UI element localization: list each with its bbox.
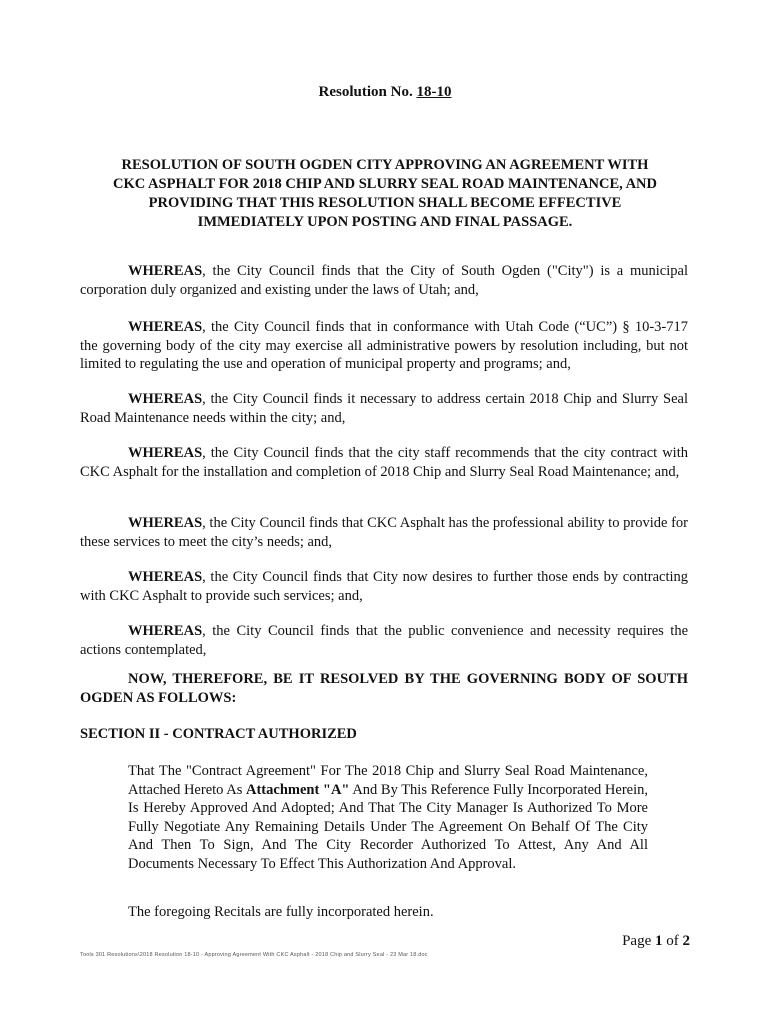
recital-text: , the City Council finds that the City of South Ogden ("City") is a municipal corporation duly organized and existing under the laws of Utah; and,	[80, 263, 688, 298]
foregoing-statement: The foregoing Recitals are fully incorporated herein.	[128, 904, 434, 920]
resolve-clause: NOW, THEREFORE, BE IT RESOLVED BY THE GOVERNING BODY OF SOUTH OGDEN AS FOLLOWS:	[80, 671, 688, 706]
recital-1	[80, 262, 688, 299]
page-current: 1	[655, 933, 663, 949]
page-of: of	[666, 933, 679, 949]
recital-text: , the City Council finds that CKC Asphalt has the professional ability to provide for these services to meet the city’s needs; and,	[80, 515, 688, 550]
section-text-1: That The "Contract Agreement" For The 2018 Chip and Slurry Seal Road Maintenance, Attached Hereto As	[128, 763, 648, 798]
attachment-reference: Attachment "A"	[246, 781, 350, 798]
recital-6	[80, 568, 688, 605]
page-number	[622, 933, 690, 950]
whereas-label: WHEREAS	[128, 391, 203, 407]
recital-text: , the City Council finds that City now desires to further those ends by contracting with CKC Asphalt to provide such services; and,	[80, 569, 688, 604]
page-label: Page	[622, 933, 652, 949]
recital-7	[80, 622, 688, 659]
page-total: 2	[682, 933, 690, 949]
recital-text: , the City Council finds that the city staff recommends that the city contract with CKC Asphalt for the installation and completion of 2018 Chip and Slurry Seal Road Maintenance; and,	[80, 445, 688, 480]
file-path-footer: Tools 301 Resolutions\2018 Resolution 18-10 - Approving Agreement With CKC Asphalt - 2018 Chip and Slurry Seal - 23 Mar 18.doc	[80, 952, 428, 958]
recital-text: , the City Council finds that the public convenience and necessity requires the actions contemplated,	[80, 623, 688, 658]
whereas-label: WHEREAS	[128, 623, 203, 639]
section-heading: SECTION II - CONTRACT AUTHORIZED	[80, 726, 357, 742]
recital-2	[80, 318, 688, 374]
resolution-number-heading	[0, 84, 770, 101]
resolution-label: Resolution No.	[318, 84, 413, 100]
whereas-label: WHEREAS	[128, 515, 203, 531]
resolution-number: 18-10	[416, 84, 452, 100]
whereas-label: WHEREAS	[128, 569, 203, 585]
resolution-title: RESOLUTION OF SOUTH OGDEN CITY APPROVING AN AGREEMENT WITH CKC ASPHALT FOR 2018 CHIP AND SLURRY SEAL ROAD MAINTENANCE, AND PROVIDING THAT THIS RESOLUTION SHALL BECOME EFFECTIVE IMMEDIATELY UPON POSTING AND FINAL PASSAGE.	[113, 157, 657, 230]
whereas-label: WHEREAS	[128, 263, 203, 279]
section-text-2: And By This Reference Fully Incorporated Herein, Is Hereby Approved And Adopted; And That The City Manager Is Authorized To More Fully Negotiate Any Remaining Details Under The Agreement On Behalf Of The City And Then To Sign, And The City Recorder Authorized To Attest, Any And All Documents Necessary To Effect This Authorization And Approval.	[128, 781, 649, 872]
recital-text: , the City Council finds it necessary to address certain 2018 Chip and Slurry Seal Road Maintenance needs within the city; and,	[80, 391, 688, 426]
recital-5	[80, 514, 688, 551]
whereas-label: WHEREAS	[128, 319, 203, 335]
whereas-label: WHEREAS	[128, 445, 203, 461]
recital-text: , the City Council finds that in conformance with Utah Code (“UC”) § 10-3-717 the governing body of the city may exercise all administrative powers by resolution including, but not limited to regulating the use and operation of municipal property and programs; and,	[80, 319, 688, 372]
section-body	[128, 762, 648, 873]
recital-4	[80, 444, 688, 481]
recital-3	[80, 390, 688, 427]
